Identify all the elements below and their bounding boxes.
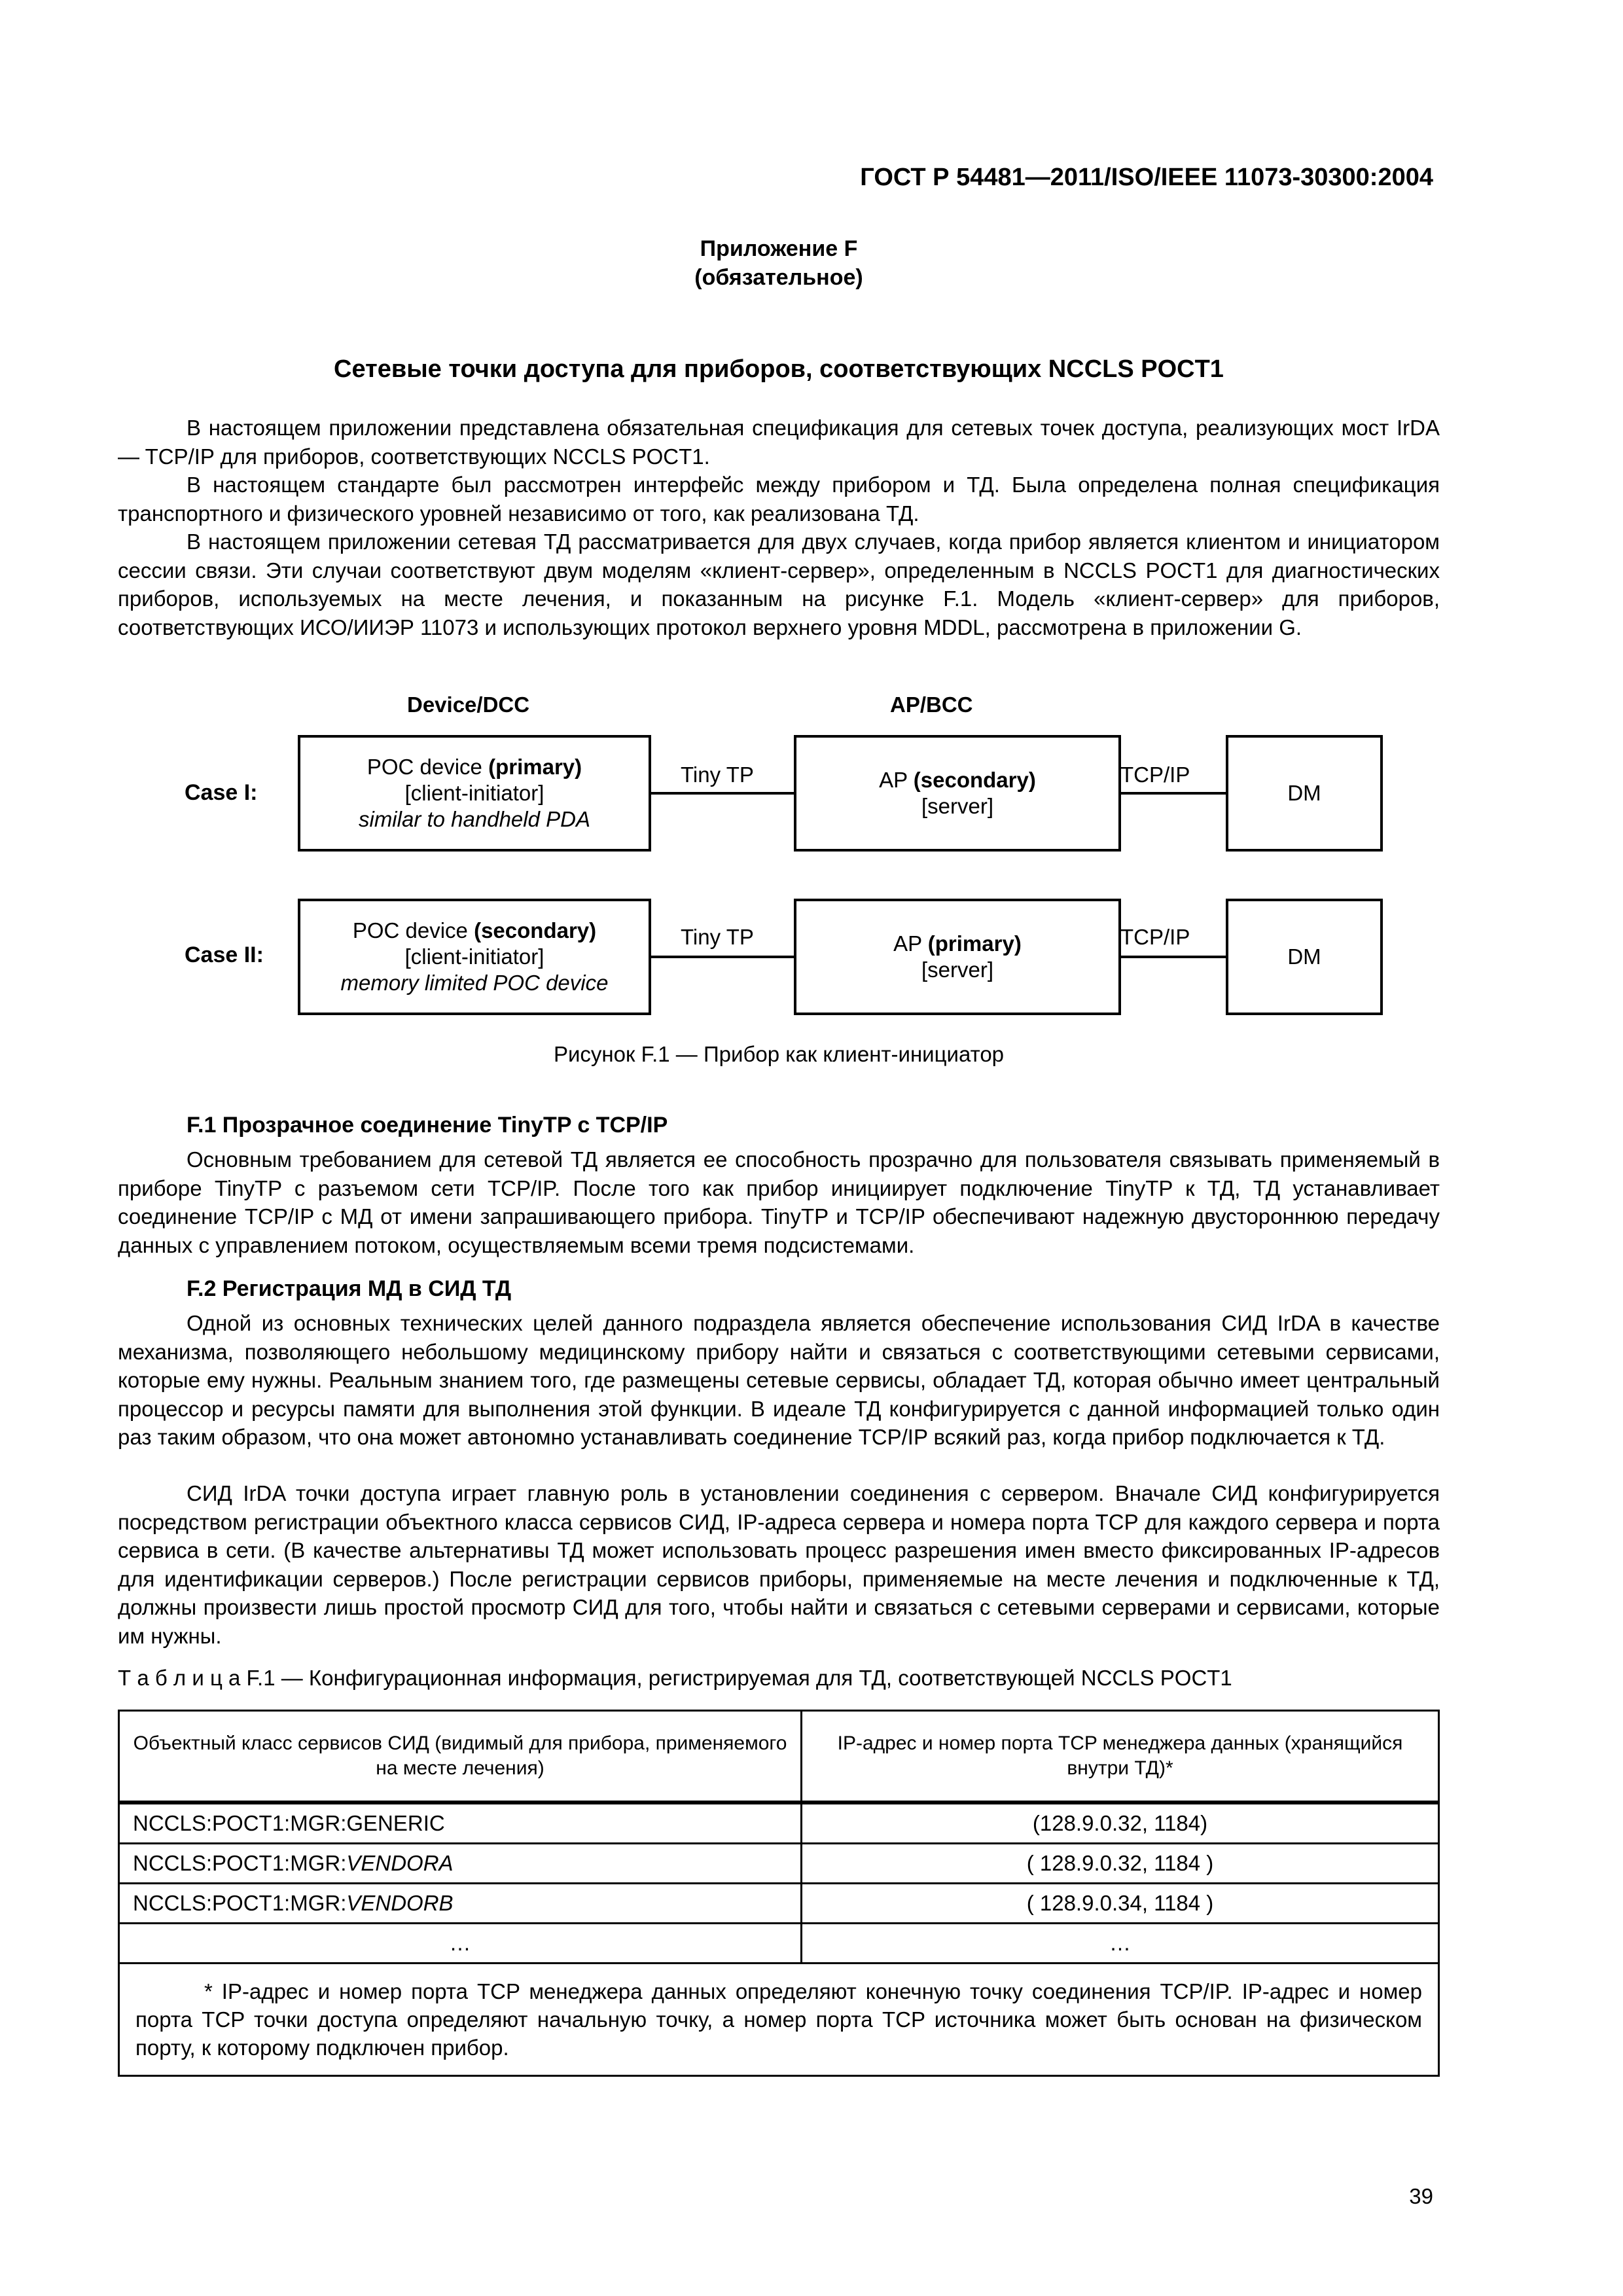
case1-link1-label: Tiny TP xyxy=(681,762,754,787)
table-cell-address: ( 128.9.0.32, 1184 ) xyxy=(802,1844,1439,1884)
case2-device-desc: memory limited POC device xyxy=(340,971,609,995)
section-f2-paragraph-1: Одной из основных технических целей данного подраздела является обеспечение использования СИД IrDA в качестве механизма, позволяющего небольшому медицинскому прибору найти и связаться с соответствующими сетевыми сервисами, которые ему нужны. Реальным знанием того, где размещены сетевые сервисы, обладает ТД, которая обычно имеет центральный процессор и ресурсы памяти для выполнения этой функции. В идеале ТД конфигурируется с данной информацией только один раз таким образом, что она может автономно устанавливать соединение TCP/IP всякий раз, когда прибор подключается к ТД. xyxy=(118,1311,1440,1449)
table-cell-class: NCCLS:POCT1:MGR:GENERIC xyxy=(119,1803,802,1844)
intro-paragraph-2: В настоящем стандарте был рассмотрен интерфейс между прибором и ТД. Была определена полная спецификация транспортного и физического уровней независимо от того, как реализована ТД. xyxy=(118,473,1440,526)
column-label-ap: AP/BCC xyxy=(890,692,973,717)
annex-heading xyxy=(674,234,883,292)
case2-ap-box xyxy=(794,899,1121,1015)
case2-link2-line xyxy=(1121,956,1226,958)
case1-device-type: [client-initiator] xyxy=(404,781,544,805)
table-header-address: IP-адрес и номер порта TCP менеджера данных (хранящийся внутри ТД)* xyxy=(802,1711,1439,1803)
table-cell-class: NCCLS:POCT1:MGR:VENDORA xyxy=(119,1844,802,1884)
table-footnote-row xyxy=(119,1964,1439,2076)
case1-label: Case I: xyxy=(185,780,258,805)
table-row xyxy=(119,1803,1439,1844)
section-f1-text: Основным требованием для сетевой ТД является ее способность прозрачно для пользователя связывать применяемый в приборе TinyTP с разъемом сети TCP/IP. После того как прибор инициирует подключение TinyTP к ТД, ТД устанавливает соединение TCP/IP с МД от имени запрашивающего прибора. TinyTP и TCP/IP обеспечивают надежную двустороннюю передачу данных с управлением потоком, осуществляемым всеми тремя подсистемами. xyxy=(118,1147,1440,1257)
case1-dm-label: DM xyxy=(1287,781,1321,805)
section-f2-heading: F.2 Регистрация МД в СИД ТД xyxy=(187,1276,512,1301)
figure-caption: Рисунок F.1 — Прибор как клиент-инициатор xyxy=(553,1042,1005,1066)
case2-link1-line xyxy=(651,956,794,958)
page-number: 39 xyxy=(1409,2184,1433,2208)
table-cell-class: NCCLS:POCT1:MGR:VENDORB xyxy=(119,1884,802,1924)
table-row xyxy=(119,1844,1439,1884)
case1-dm-box xyxy=(1226,735,1383,852)
case2-dm-label: DM xyxy=(1287,944,1321,969)
table-cell-class: … xyxy=(119,1924,802,1964)
case1-link2-line xyxy=(1121,792,1226,795)
table-caption-text: F.1 — Конфигурационная информация, регистрируемая для ТД, соответствующей NCCLS POCT1 xyxy=(240,1666,1232,1690)
case2-device-type: [client-initiator] xyxy=(404,944,544,969)
case2-label: Case II: xyxy=(185,942,264,967)
table-header-class: Объектный класс сервисов СИД (видимый для прибора, применяемого на месте лечения) xyxy=(119,1711,802,1803)
table-caption xyxy=(118,1666,1232,1691)
case2-ap-title: AP (primary) xyxy=(893,931,1022,956)
case1-link1-line xyxy=(651,792,794,795)
case2-link1-label: Tiny TP xyxy=(681,925,754,949)
table-caption-prefix: Т а б л и ц а xyxy=(118,1666,241,1690)
intro-paragraph-3: В настоящем приложении сетевая ТД рассматривается для двух случаев, когда прибор является клиентом и инициатором сессии связи. Эти случаи соответствуют двум моделям «клиент-сервер», определенным в NCCLS POCT1 для диагностических приборов, используемых на месте лечения, и показанным на рисунке F.1. Модель «клиент-сервер» для приборов, соответствующих ИСО/ИИЭР 11073 и использующих протокол верхнего уровня MDDL, рассмотрена в приложении G. xyxy=(118,529,1440,639)
case2-ap-type: [server] xyxy=(921,958,994,982)
case1-ap-type: [server] xyxy=(921,794,994,818)
table-cell-address: ( 128.9.0.34, 1184 ) xyxy=(802,1884,1439,1924)
case1-link2-label: TCP/IP xyxy=(1120,762,1190,787)
case2-device-box xyxy=(298,899,651,1015)
case1-ap-title: AP (secondary) xyxy=(879,768,1036,792)
case1-ap-box xyxy=(794,735,1121,852)
case2-dm-box xyxy=(1226,899,1383,1015)
section-f2-paragraph-2: СИД IrDA точки доступа играет главную роль в установлении соединения с сервером. Вначале СИД конфигурируется посредством регистрации объектного класса сервисов СИД, IP-адреса сервера и номера порта TCP для каждого сервера и порта сервиса в сети. (В качестве альтернативы ТД может использовать процесс разрешения имен вместо фиксированных IP-адресов для идентификации серверов.) После регистрации сервисов приборы, применяемые на месте лечения и подключенные к ТД, должны произвести лишь простой просмотр СИД для того, чтобы найти и связаться с сетевыми серверами и сервисами, которые им нужны. xyxy=(118,1481,1440,1648)
table-header-row xyxy=(119,1711,1439,1803)
standard-designation: ГОСТ Р 54481—2011/ISO/IEEE 11073-30300:2004 xyxy=(860,164,1433,191)
case2-link2-label: TCP/IP xyxy=(1120,925,1190,949)
case1-device-desc: similar to handheld PDA xyxy=(358,807,590,831)
annex-label: Приложение F xyxy=(700,236,858,261)
intro-paragraph-1: В настоящем приложении представлена обязательная спецификация для сетевых точек доступа, реализующих мост IrDA — TCP/IP для приборов, соответствующих NCCLS POCT1. xyxy=(118,416,1440,469)
annex-title: Сетевые точки доступа для приборов, соответствующих NCCLS POCT1 xyxy=(334,355,1224,383)
annex-status: (обязательное) xyxy=(694,265,863,290)
column-label-device: Device/DCC xyxy=(407,692,530,717)
section-f1-heading: F.1 Прозрачное соединение TinyTP с TCP/IP xyxy=(187,1113,668,1138)
table-cell-address: (128.9.0.32, 1184) xyxy=(802,1803,1439,1844)
table-footnote: * IP-адрес и номер порта TCP менеджера данных определяют конечную точку соединения TCP/IP. IP-адрес и номер порта TCP точки доступа определяют начальную точку, а номер порта TCP источника может быть основан на физическом порту, к которому подключен прибор. xyxy=(119,1964,1439,2076)
case1-device-title: POC device (primary) xyxy=(366,755,582,779)
table-cell-address: … xyxy=(802,1924,1439,1964)
case2-device-title: POC device (secondary) xyxy=(352,918,597,942)
table-row xyxy=(119,1924,1439,1964)
table-row xyxy=(119,1884,1439,1924)
case1-device-box xyxy=(298,735,651,852)
config-table xyxy=(118,1710,1440,2077)
